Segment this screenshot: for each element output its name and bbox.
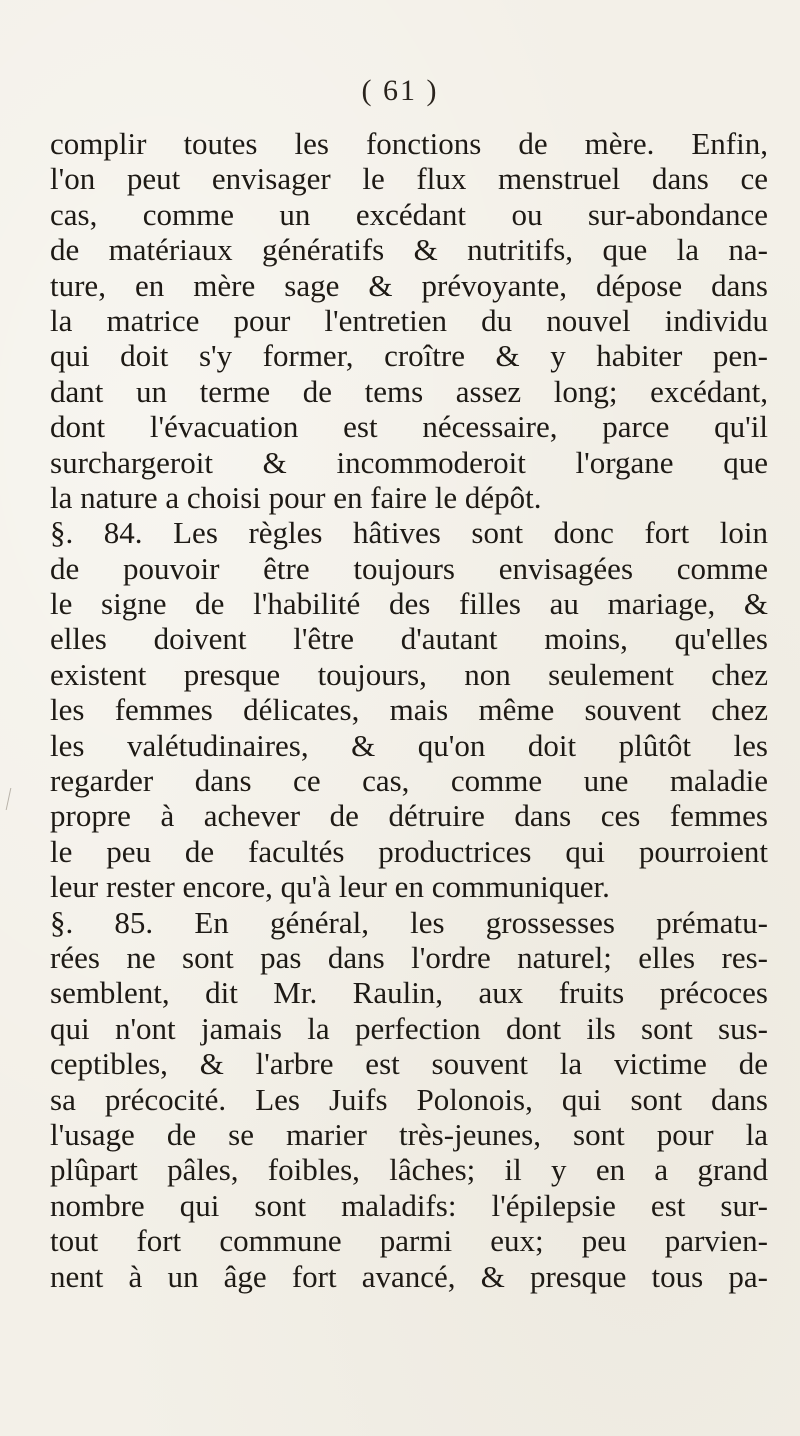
text-line: tout fort commune parmi eux; peu parvien- — [50, 1223, 768, 1259]
text-line: ture, en mère sage & prévoyante, dépose dans — [50, 267, 768, 303]
text-line: semblent, dit Mr. Raulin, aux fruits précoces — [50, 975, 768, 1011]
section-line: §. 84. Les règles hâtives sont donc fort loin — [50, 515, 768, 551]
text-line: complir toutes les fonctions de mère. Enfin, — [50, 126, 768, 161]
text-line: de matériaux génératifs & nutritifs, que la na- — [50, 232, 768, 268]
text-line: plûpart pâles, foibles, lâches; il y en a grand — [50, 1152, 768, 1188]
text-line: le peu de facultés productrices qui pourroient — [50, 833, 768, 869]
text-line: qui doit s'y former, croître & y habiter pen- — [50, 338, 768, 374]
text-line: rées ne sont pas dans l'ordre naturel; elles res- — [50, 939, 768, 975]
text-line: sa précocité. Les Juifs Polonois, qui sont dans — [50, 1081, 768, 1117]
text-line: l'on peut envisager le flux menstruel dans ce — [50, 161, 768, 197]
text-line: nent à un âge fort avancé, & presque tous pa- — [50, 1258, 768, 1294]
text-line: de pouvoir être toujours envisagées comme — [50, 550, 768, 586]
section-line: §. 85. En général, les grossesses prématu- — [50, 904, 768, 940]
text-line: le signe de l'habilité des filles au mariage, & — [50, 586, 768, 622]
text-line: existent presque toujours, non seulement chez — [50, 656, 768, 692]
text-line: dont l'évacuation est nécessaire, parce qu'il — [50, 409, 768, 445]
text-line: l'usage de se marier très-jeunes, sont pour la — [50, 1116, 768, 1152]
body-text — [50, 126, 768, 1294]
text-line: elles doivent l'être d'autant moins, qu'elles — [50, 621, 768, 657]
text-line: les femmes délicates, mais même souvent chez — [50, 692, 768, 728]
text-line: dant un terme de tems assez long; excédant, — [50, 373, 768, 409]
page-number: ( 61 ) — [361, 74, 439, 107]
text-line: qui n'ont jamais la perfection dont ils sont sus- — [50, 1010, 768, 1046]
text-line: leur rester encore, qu'à leur en communiquer. — [50, 869, 610, 905]
text-line: la nature a choisi pour en faire le dépôt. — [50, 479, 542, 515]
text-line: regarder dans ce cas, comme une maladie — [50, 763, 768, 799]
margin-mark — [6, 788, 20, 810]
text-line: surchargeroit & incommoderoit l'organe que — [50, 444, 768, 480]
text-line: ceptibles, & l'arbre est souvent la victime de — [50, 1046, 768, 1082]
text-line: propre à achever de détruire dans ces femmes — [50, 798, 768, 834]
text-line: nombre qui sont maladifs: l'épilepsie est sur- — [50, 1187, 768, 1223]
text-line: cas, comme un excédant ou sur-abondance — [50, 196, 768, 232]
text-line: les valétudinaires, & qu'on doit plûtôt les — [50, 727, 768, 763]
text-line: la matrice pour l'entretien du nouvel individu — [50, 302, 768, 338]
